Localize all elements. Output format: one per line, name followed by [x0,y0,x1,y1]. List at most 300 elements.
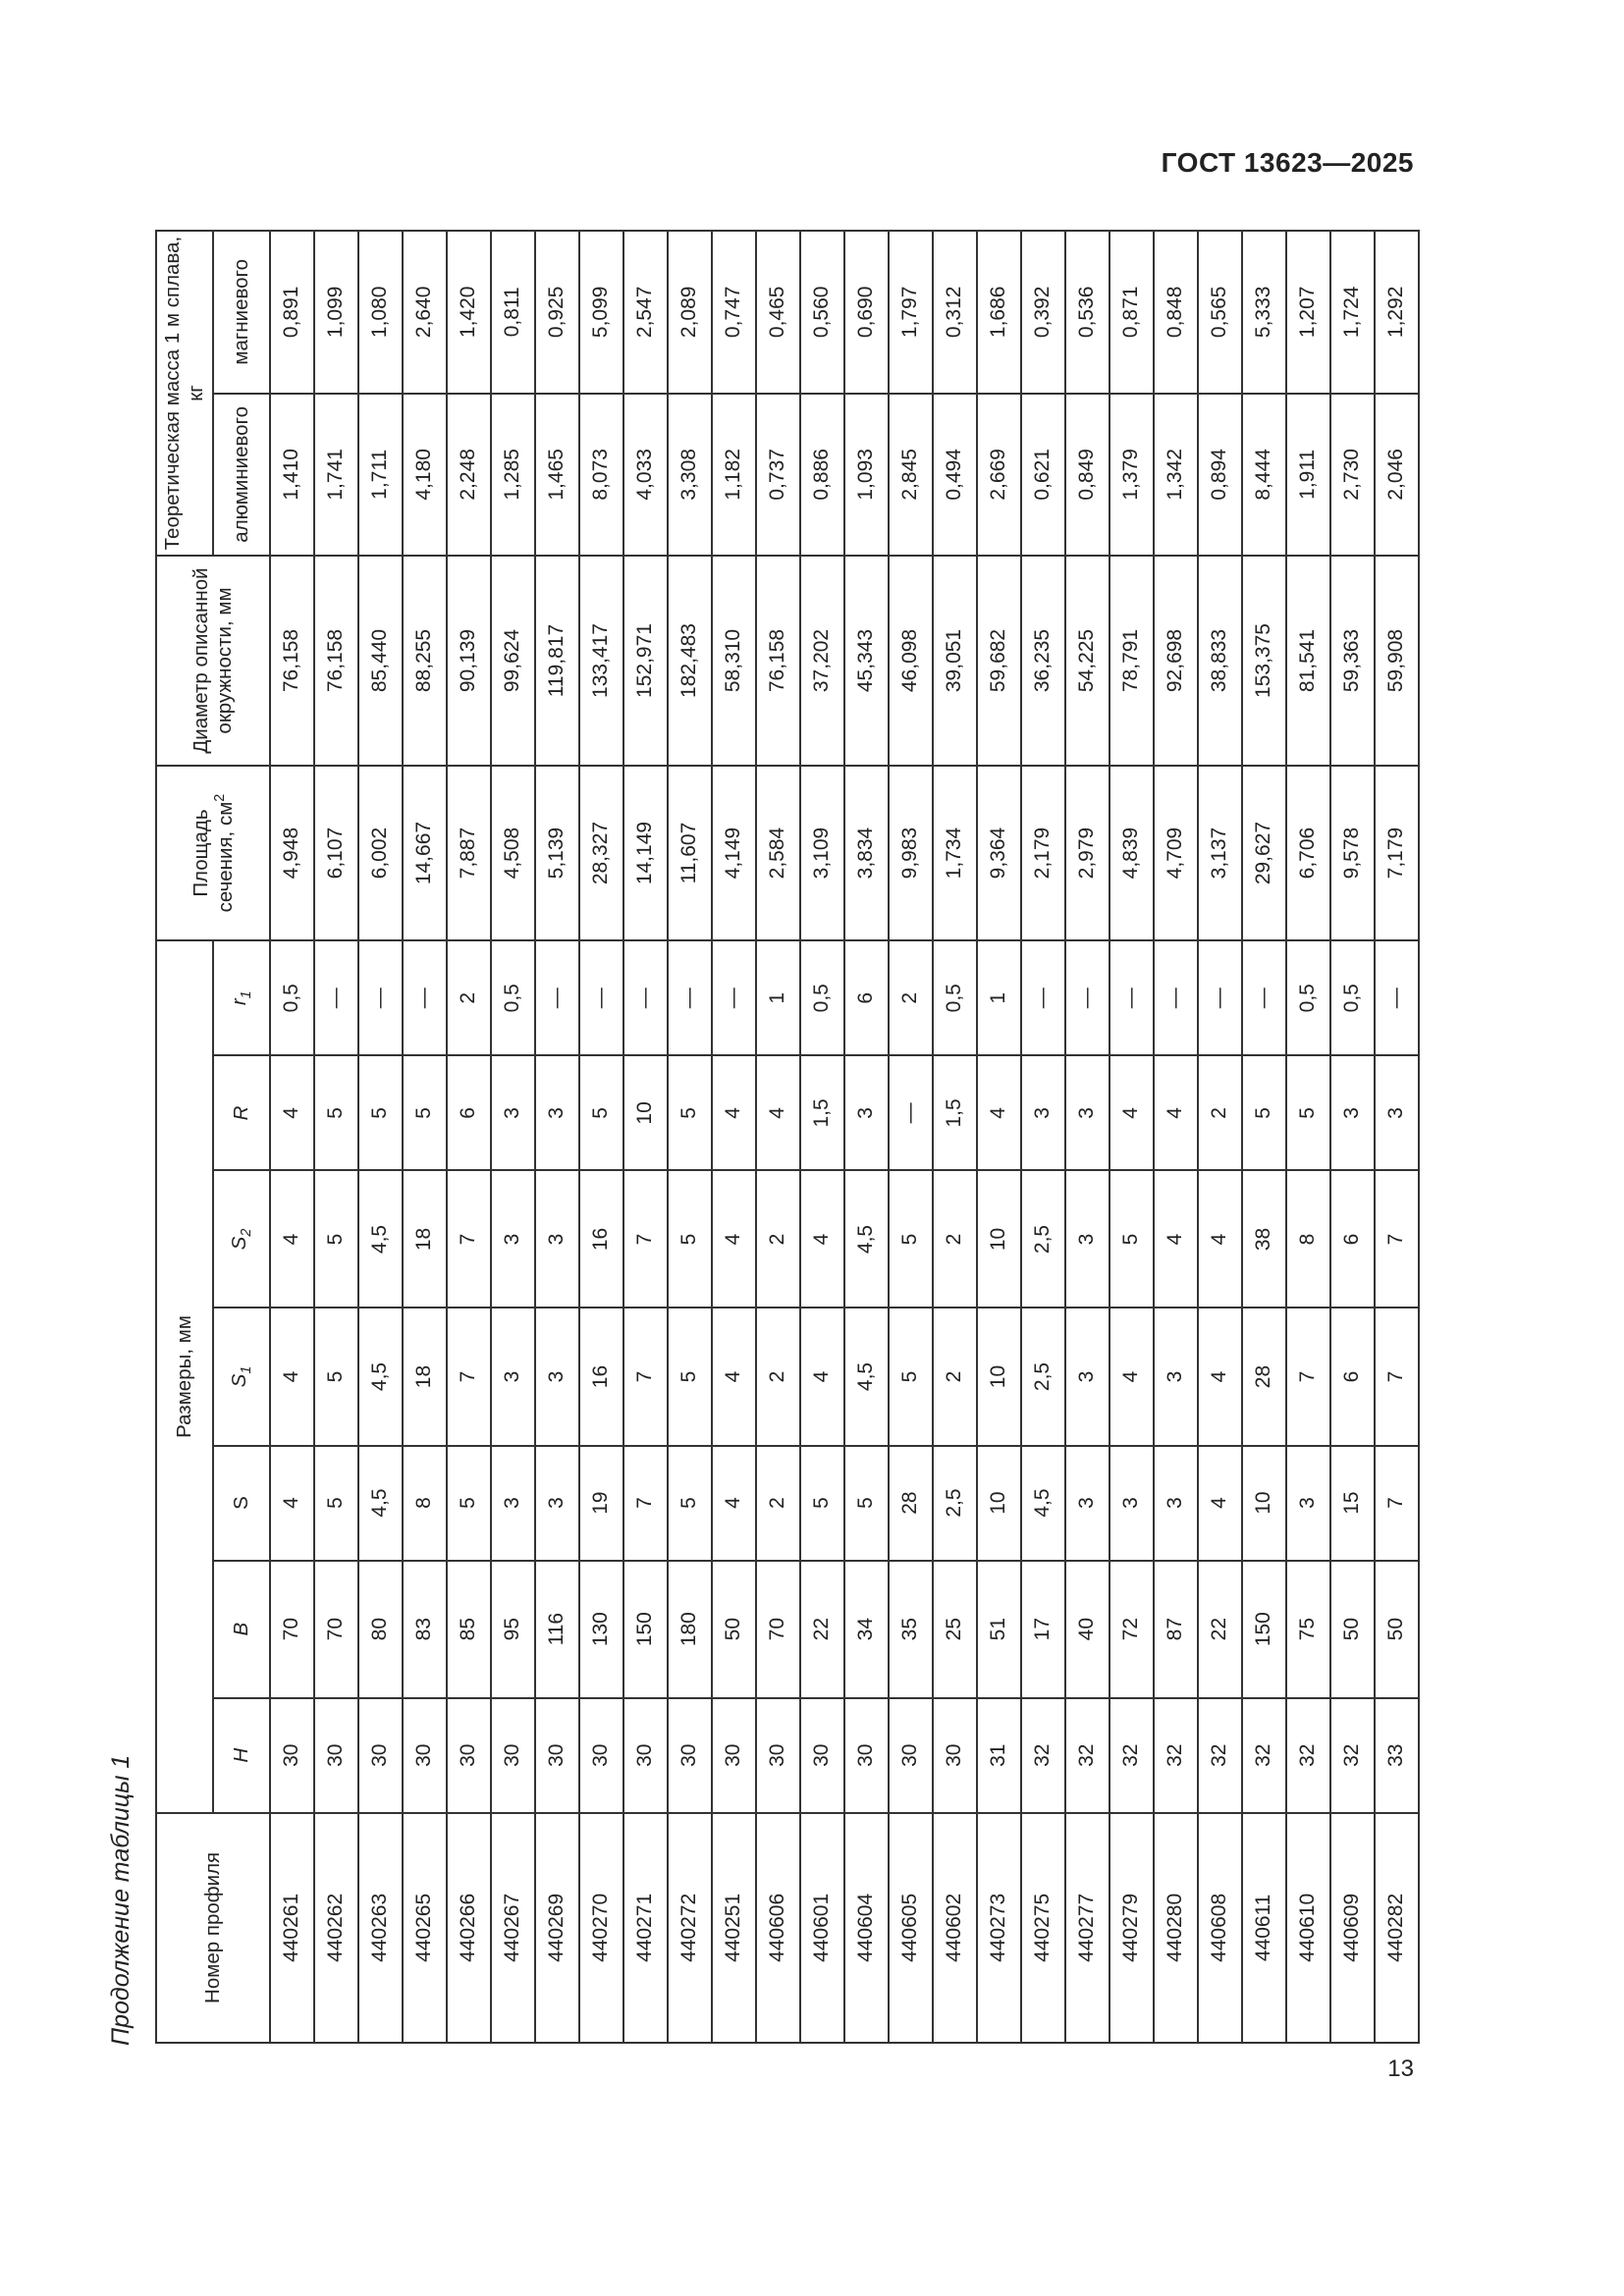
header-s: S [213,1446,270,1561]
cell-r: 6 [447,1055,491,1170]
cell-s1: 4 [270,1308,314,1445]
cell-r1: — [1375,940,1419,1055]
cell-b: 22 [1198,1561,1242,1698]
cell-aluminium: 0,894 [1198,394,1242,556]
cell-profile-number: 440261 [270,1813,314,2043]
cell-area: 14,149 [623,766,668,940]
cell-diameter: 99,624 [491,556,535,766]
cell-profile-number: 440604 [844,1813,889,2043]
cell-magnesium: 0,891 [270,231,314,394]
cell-r: 3 [491,1055,535,1170]
cell-area: 2,584 [756,766,800,940]
cell-diameter: 59,682 [977,556,1021,766]
table-row [1021,231,1065,2043]
cell-s1: 7 [623,1308,668,1445]
cell-h: 30 [844,1698,889,1813]
document-code: ГОСТ 13623—2025 [1161,147,1414,178]
table-row [1198,231,1242,2043]
cell-h: 32 [1110,1698,1154,1813]
header-s1: $S_1$ [213,1308,270,1445]
cell-profile-number: 440608 [1198,1813,1242,2043]
table-row [535,231,579,2043]
cell-b: 70 [270,1561,314,1698]
cell-b: 22 [800,1561,844,1698]
cell-profile-number: 440609 [1330,1813,1375,2043]
table-row [1110,231,1154,2043]
cell-r: 4 [756,1055,800,1170]
header-mass: Теоретическая масса 1 м сплава, кг [156,231,213,556]
cell-s2: 5 [668,1170,712,1308]
cell-s: 3 [535,1446,579,1561]
cell-area: 5,139 [535,766,579,940]
table-row [1154,231,1198,2043]
cell-area: 9,578 [1330,766,1375,940]
cell-s: 2,5 [933,1446,977,1561]
cell-magnesium: 0,811 [491,231,535,394]
cell-s: 4,5 [358,1446,403,1561]
cell-s1: 3 [1154,1308,1198,1445]
cell-r: — [889,1055,933,1170]
cell-s1: 5 [889,1308,933,1445]
cell-diameter: 54,225 [1065,556,1110,766]
cell-magnesium: 0,392 [1021,231,1065,394]
cell-aluminium: 1,342 [1154,394,1198,556]
cell-magnesium: 1,797 [889,231,933,394]
cell-s2: 4,5 [358,1170,403,1308]
cell-s2: 3 [535,1170,579,1308]
cell-s1: 3 [535,1308,579,1445]
cell-b: 40 [1065,1561,1110,1698]
header-s2: $S_2$ [213,1170,270,1308]
cell-h: 30 [668,1698,712,1813]
cell-profile-number: 440605 [889,1813,933,2043]
cell-s2: 16 [579,1170,623,1308]
cell-r1: 0,5 [1330,940,1375,1055]
cell-h: 30 [314,1698,358,1813]
cell-s1: 3 [1065,1308,1110,1445]
cell-r: 3 [1375,1055,1419,1170]
cell-r1: 0,5 [491,940,535,1055]
cell-b: 70 [314,1561,358,1698]
cell-h: 30 [579,1698,623,1813]
cell-magnesium: 2,089 [668,231,712,394]
cell-h: 33 [1375,1698,1419,1813]
cell-magnesium: 0,747 [712,231,756,394]
cell-s1: 5 [668,1308,712,1445]
cell-s1: 4 [712,1308,756,1445]
cell-r: 5 [579,1055,623,1170]
rotated-table-container [155,230,1420,2044]
cell-area: 6,706 [1286,766,1330,940]
cell-h: 32 [1021,1698,1065,1813]
cell-r: 4 [1110,1055,1154,1170]
cell-profile-number: 440601 [800,1813,844,2043]
table-row [1065,231,1110,2043]
cell-aluminium: 2,046 [1375,394,1419,556]
cell-b: 80 [358,1561,403,1698]
cell-s2: 3 [1065,1170,1110,1308]
cell-aluminium: 0,849 [1065,394,1110,556]
cell-b: 116 [535,1561,579,1698]
cell-s1: 6 [1330,1308,1375,1445]
cell-profile-number: 440279 [1110,1813,1154,2043]
cell-b: 35 [889,1561,933,1698]
table-row [844,231,889,2043]
cell-aluminium: 1,911 [1286,394,1330,556]
cell-profile-number: 440267 [491,1813,535,2043]
header-magnesium: магниевого [213,231,270,394]
cell-s: 2 [756,1446,800,1561]
cell-diameter: 119,817 [535,556,579,766]
cell-h: 30 [756,1698,800,1813]
cell-s: 3 [491,1446,535,1561]
cell-profile-number: 440270 [579,1813,623,2043]
cell-diameter: 45,343 [844,556,889,766]
cell-magnesium: 0,925 [535,231,579,394]
cell-diameter: 46,098 [889,556,933,766]
cell-s1: 5 [314,1308,358,1445]
cell-h: 30 [800,1698,844,1813]
cell-r1: 2 [889,940,933,1055]
cell-s1: 4,5 [844,1308,889,1445]
cell-s2: 4 [1154,1170,1198,1308]
cell-s: 3 [1065,1446,1110,1561]
cell-profile-number: 440266 [447,1813,491,2043]
cell-s: 4,5 [1021,1446,1065,1561]
cell-diameter: 37,202 [800,556,844,766]
cell-b: 150 [623,1561,668,1698]
cell-aluminium: 1,285 [491,394,535,556]
cell-aluminium: 1,741 [314,394,358,556]
cell-s1: 4 [1198,1308,1242,1445]
cell-magnesium: 0,465 [756,231,800,394]
cell-h: 30 [403,1698,447,1813]
cell-r1: 0,5 [933,940,977,1055]
cell-magnesium: 1,099 [314,231,358,394]
cell-area: 7,887 [447,766,491,940]
cell-h: 30 [712,1698,756,1813]
cell-area: 3,834 [844,766,889,940]
table-row [579,231,623,2043]
cell-aluminium: 3,308 [668,394,712,556]
cell-area: 29,627 [1242,766,1286,940]
header-r1: $r_1$ [213,940,270,1055]
cell-diameter: 39,051 [933,556,977,766]
cell-s1: 3 [491,1308,535,1445]
cell-magnesium: 0,536 [1065,231,1110,394]
cell-s: 4 [1198,1446,1242,1561]
cell-h: 30 [447,1698,491,1813]
cell-r1: — [358,940,403,1055]
cell-magnesium: 1,292 [1375,231,1419,394]
cell-diameter: 92,698 [1154,556,1198,766]
cell-aluminium: 1,379 [1110,394,1154,556]
cell-s2: 5 [1110,1170,1154,1308]
cell-s1: 2 [756,1308,800,1445]
cell-b: 50 [712,1561,756,1698]
cell-aluminium: 0,886 [800,394,844,556]
cell-b: 150 [1242,1561,1286,1698]
cell-h: 32 [1065,1698,1110,1813]
cell-profile-number: 440273 [977,1813,1021,2043]
cell-diameter: 59,363 [1330,556,1375,766]
cell-s: 28 [889,1446,933,1561]
header-h: H [213,1698,270,1813]
cell-diameter: 38,833 [1198,556,1242,766]
cell-r1: 2 [447,940,491,1055]
table-row [933,231,977,2043]
table-row [977,231,1021,2043]
cell-h: 30 [491,1698,535,1813]
cell-b: 17 [1021,1561,1065,1698]
header-b: B [213,1561,270,1698]
cell-aluminium: 0,621 [1021,394,1065,556]
cell-r1: 1 [977,940,1021,1055]
cell-s2: 7 [447,1170,491,1308]
table-body [270,231,1419,2043]
cell-s: 5 [314,1446,358,1561]
cell-s1: 18 [403,1308,447,1445]
table-row [1375,231,1419,2043]
cell-aluminium: 0,494 [933,394,977,556]
cell-b: 51 [977,1561,1021,1698]
cell-h: 31 [977,1698,1021,1813]
cell-magnesium: 2,640 [403,231,447,394]
cell-diameter: 153,375 [1242,556,1286,766]
cell-r1: — [712,940,756,1055]
cell-area: 9,364 [977,766,1021,940]
cell-r1: — [623,940,668,1055]
cell-profile-number: 440263 [358,1813,403,2043]
cell-r: 3 [1065,1055,1110,1170]
cell-r1: — [668,940,712,1055]
cell-aluminium: 2,669 [977,394,1021,556]
cell-r: 4 [1154,1055,1198,1170]
cell-area: 4,839 [1110,766,1154,940]
cell-magnesium: 0,312 [933,231,977,394]
cell-profile-number: 440265 [403,1813,447,2043]
cell-area: 6,002 [358,766,403,940]
cell-aluminium: 1,465 [535,394,579,556]
table-caption: Продолжение таблицы 1 [107,1754,135,2046]
cell-r: 5 [403,1055,447,1170]
cell-profile-number: 440611 [1242,1813,1286,2043]
cell-aluminium: 1,410 [270,394,314,556]
cell-magnesium: 0,690 [844,231,889,394]
cell-area: 4,948 [270,766,314,940]
cell-r1: — [1198,940,1242,1055]
cell-h: 30 [535,1698,579,1813]
cell-diameter: 88,255 [403,556,447,766]
cell-h: 32 [1330,1698,1375,1813]
cell-r: 3 [844,1055,889,1170]
cell-s2: 4,5 [844,1170,889,1308]
cell-aluminium: 8,444 [1242,394,1286,556]
cell-r1: 6 [844,940,889,1055]
cell-magnesium: 5,099 [579,231,623,394]
cell-r1: — [1065,940,1110,1055]
cell-r: 10 [623,1055,668,1170]
cell-area: 4,508 [491,766,535,940]
table-row [403,231,447,2043]
cell-area: 1,734 [933,766,977,940]
cell-area: 4,709 [1154,766,1198,940]
cell-r1: 1 [756,940,800,1055]
cell-diameter: 182,483 [668,556,712,766]
cell-h: 30 [623,1698,668,1813]
cell-b: 75 [1286,1561,1330,1698]
cell-profile-number: 440277 [1065,1813,1110,2043]
cell-area: 14,667 [403,766,447,940]
cell-aluminium: 1,711 [358,394,403,556]
cell-r1: — [314,940,358,1055]
cell-s2: 4 [1198,1170,1242,1308]
cell-s1: 2,5 [1021,1308,1065,1445]
cell-r1: — [1110,940,1154,1055]
cell-magnesium: 5,333 [1242,231,1286,394]
table-row [889,231,933,2043]
cell-r: 3 [535,1055,579,1170]
cell-area: 4,149 [712,766,756,940]
cell-area: 6,107 [314,766,358,940]
cell-r: 4 [712,1055,756,1170]
cell-s2: 6 [1330,1170,1375,1308]
cell-diameter: 76,158 [270,556,314,766]
cell-h: 30 [933,1698,977,1813]
cell-s2: 5 [889,1170,933,1308]
cell-h: 30 [358,1698,403,1813]
cell-aluminium: 2,845 [889,394,933,556]
cell-b: 25 [933,1561,977,1698]
cell-h: 32 [1242,1698,1286,1813]
cell-r1: — [403,940,447,1055]
cell-s: 5 [447,1446,491,1561]
cell-aluminium: 2,248 [447,394,491,556]
cell-area: 28,327 [579,766,623,940]
cell-s: 8 [403,1446,447,1561]
cell-s2: 4 [270,1170,314,1308]
cell-s1: 7 [1375,1308,1419,1445]
cell-area: 3,109 [800,766,844,940]
cell-profile-number: 440606 [756,1813,800,2043]
cell-diameter: 76,158 [756,556,800,766]
cell-r: 5 [1286,1055,1330,1170]
cell-s1: 28 [1242,1308,1286,1445]
cell-diameter: 59,908 [1375,556,1419,766]
cell-b: 50 [1375,1561,1419,1698]
cell-s: 7 [1375,1446,1419,1561]
table-row [1286,231,1330,2043]
table-row [358,231,403,2043]
cell-magnesium: 1,207 [1286,231,1330,394]
header-dimensions: Размеры, мм [156,940,213,1813]
cell-s2: 4 [800,1170,844,1308]
cell-b: 50 [1330,1561,1375,1698]
header-diameter: Диаметр описанной окружности, мм [156,556,270,766]
cell-diameter: 133,417 [579,556,623,766]
cell-magnesium: 0,848 [1154,231,1198,394]
cell-s: 3 [1110,1446,1154,1561]
cell-diameter: 152,971 [623,556,668,766]
cell-magnesium: 0,560 [800,231,844,394]
cell-area: 11,607 [668,766,712,940]
cell-s1: 4,5 [358,1308,403,1445]
table-row [756,231,800,2043]
cell-r: 4 [270,1055,314,1170]
table-row [1330,231,1375,2043]
cell-profile-number: 440262 [314,1813,358,2043]
header-profile-number: Номер профиля [156,1813,270,2043]
cell-b: 180 [668,1561,712,1698]
cell-b: 95 [491,1561,535,1698]
cell-s2: 18 [403,1170,447,1308]
cell-s1: 10 [977,1308,1021,1445]
cell-s: 5 [800,1446,844,1561]
table-row [447,231,491,2043]
cell-h: 30 [270,1698,314,1813]
cell-magnesium: 1,686 [977,231,1021,394]
table-row [712,231,756,2043]
cell-r1: 0,5 [1286,940,1330,1055]
cell-magnesium: 1,080 [358,231,403,394]
profiles-table [155,230,1420,2044]
header-aluminium: алюминиевого [213,394,270,556]
cell-profile-number: 440271 [623,1813,668,2043]
cell-s2: 7 [623,1170,668,1308]
cell-r1: 0,5 [800,940,844,1055]
cell-profile-number: 440610 [1286,1813,1330,2043]
cell-s: 4 [270,1446,314,1561]
cell-r: 5 [1242,1055,1286,1170]
cell-profile-number: 440269 [535,1813,579,2043]
table-row [623,231,668,2043]
cell-aluminium: 8,073 [579,394,623,556]
cell-b: 72 [1110,1561,1154,1698]
cell-s1: 2 [933,1308,977,1445]
cell-magnesium: 0,871 [1110,231,1154,394]
cell-area: 2,979 [1065,766,1110,940]
cell-r: 1,5 [800,1055,844,1170]
cell-s2: 10 [977,1170,1021,1308]
cell-r: 5 [668,1055,712,1170]
cell-r1: — [1242,940,1286,1055]
cell-s2: 2 [756,1170,800,1308]
cell-s2: 4 [712,1170,756,1308]
cell-diameter: 85,440 [358,556,403,766]
cell-area: 9,983 [889,766,933,940]
cell-diameter: 81,541 [1286,556,1330,766]
cell-magnesium: 0,565 [1198,231,1242,394]
cell-profile-number: 440275 [1021,1813,1065,2043]
cell-aluminium: 4,180 [403,394,447,556]
cell-b: 70 [756,1561,800,1698]
cell-s1: 4 [800,1308,844,1445]
cell-r1: — [579,940,623,1055]
cell-r1: — [535,940,579,1055]
cell-s: 10 [1242,1446,1286,1561]
cell-diameter: 90,139 [447,556,491,766]
cell-r1: 0,5 [270,940,314,1055]
cell-h: 32 [1154,1698,1198,1813]
cell-r1: — [1021,940,1065,1055]
cell-h: 30 [889,1698,933,1813]
cell-h: 32 [1286,1698,1330,1813]
cell-aluminium: 2,730 [1330,394,1375,556]
cell-b: 83 [403,1561,447,1698]
cell-s: 15 [1330,1446,1375,1561]
cell-b: 87 [1154,1561,1198,1698]
cell-r: 4 [977,1055,1021,1170]
